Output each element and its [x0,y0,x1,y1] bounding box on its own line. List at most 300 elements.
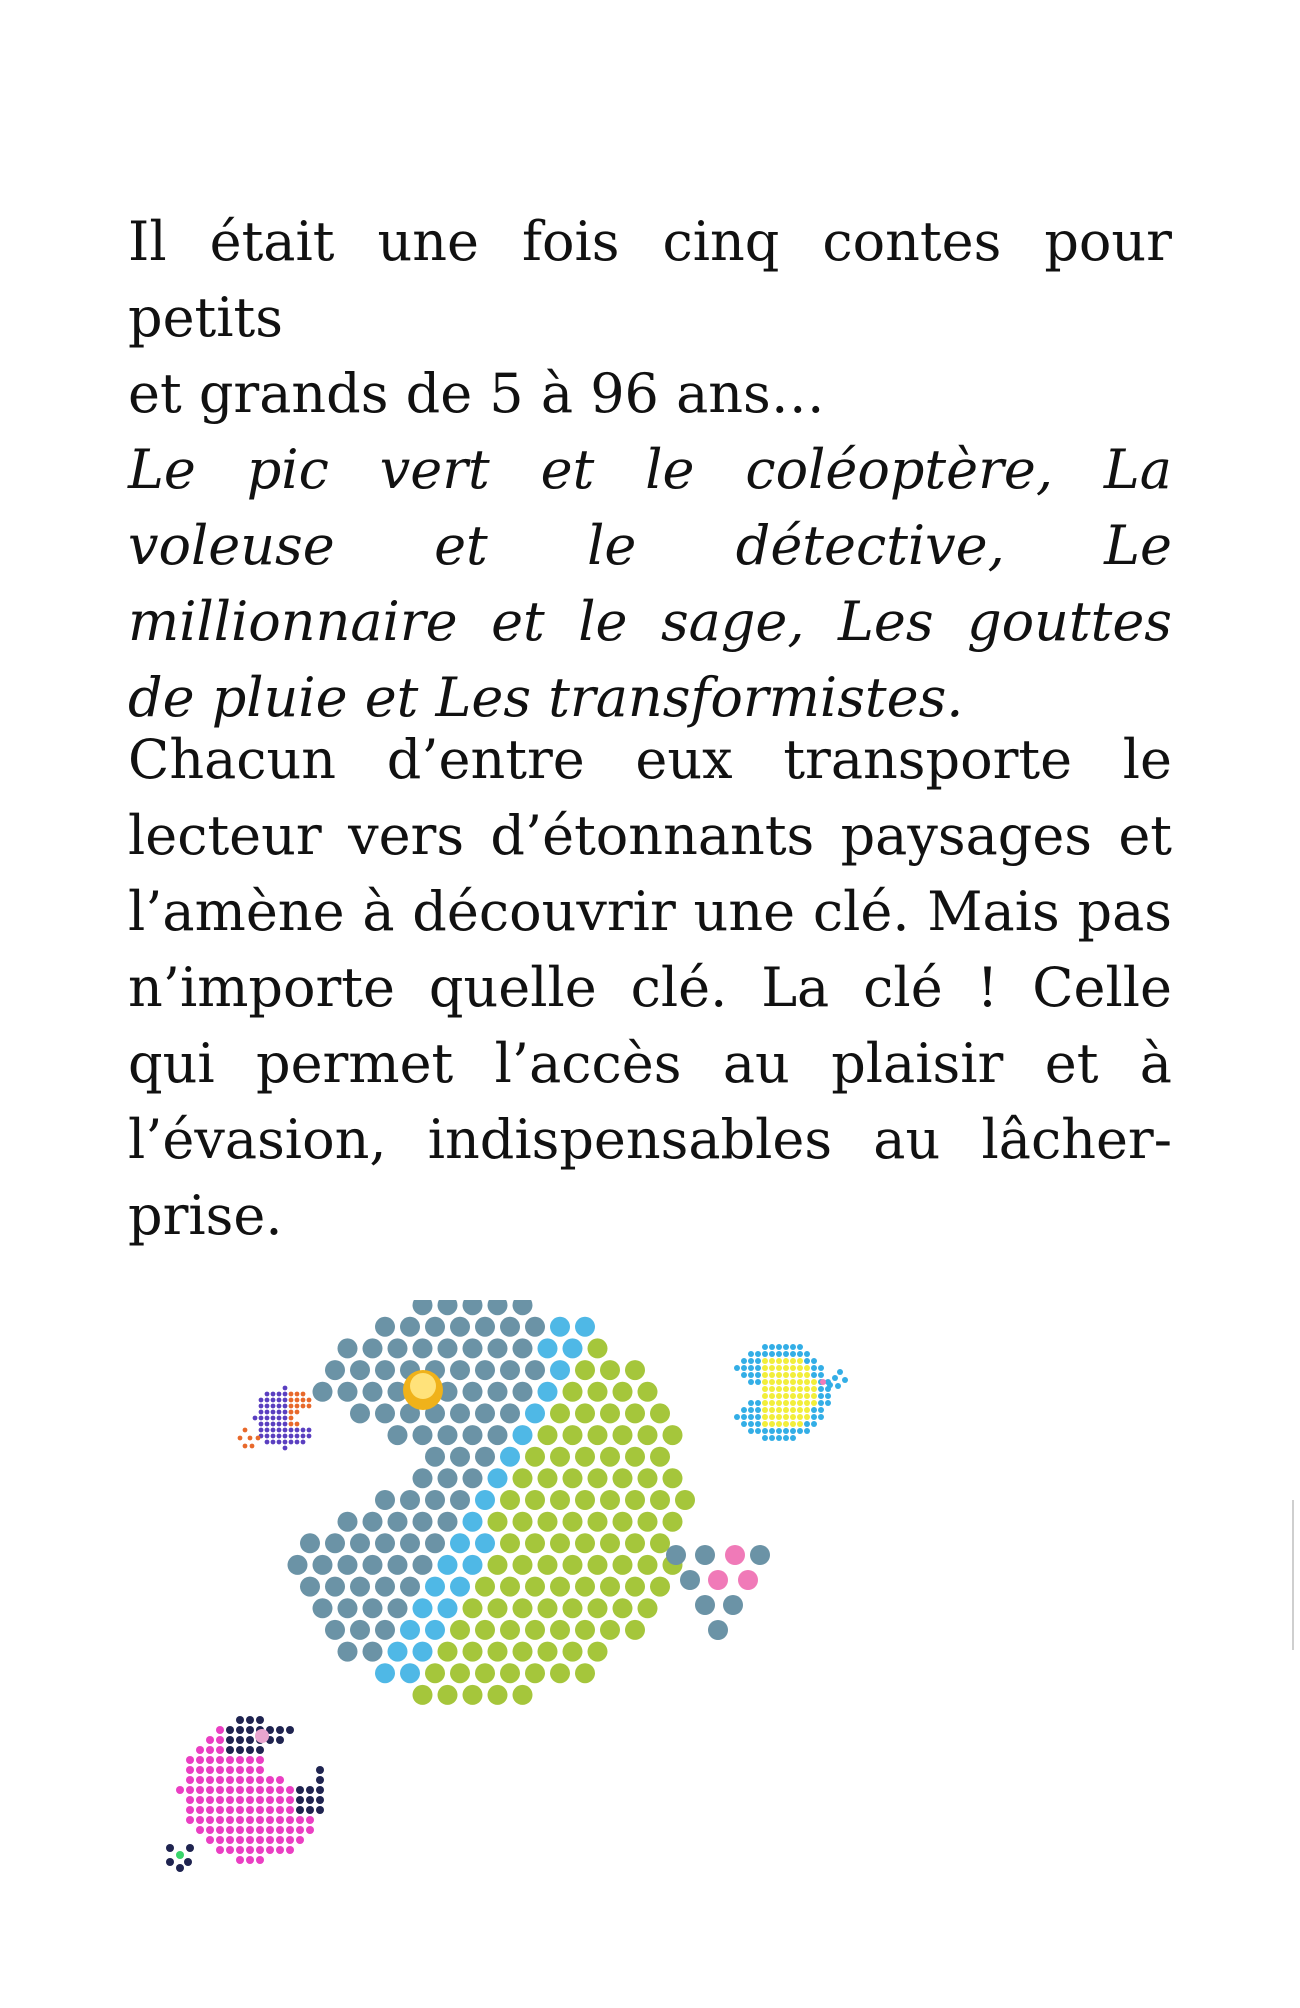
big-fish-dot [588,1598,608,1618]
yellow-fish-dot [797,1386,803,1392]
big-fish-dot [513,1468,533,1488]
big-fish-dot [463,1598,483,1618]
yellow-fish-dot [790,1365,796,1371]
big-fish-eye-highlight [410,1373,436,1399]
purple-fish-dot [259,1398,264,1403]
pink-fish-dot [226,1806,234,1814]
big-fish-dot [475,1490,495,1510]
purple-fish-dot [259,1428,264,1433]
yellow-fish-dot [818,1407,824,1413]
yellow-fish-dot [783,1421,789,1427]
yellow-fish-dot [804,1407,810,1413]
big-fish-dot [550,1490,570,1510]
big-fish-dot [538,1425,558,1445]
big-fish-dot [438,1338,458,1358]
pink-fish-dot [236,1716,244,1724]
pink-fish-dot [246,1816,254,1824]
pink-fish-dot [226,1846,234,1854]
big-fish-dot [363,1598,383,1618]
big-fish-dot [400,1317,420,1337]
big-fish-dot [663,1425,683,1445]
pink-fish-dot [316,1776,324,1784]
big-fish-dot [600,1577,620,1597]
purple-fish-dot [265,1410,270,1415]
pink-fish-dot [306,1816,314,1824]
yellow-fish-dot [769,1379,775,1385]
purple-fish-tail-dot [248,1436,253,1441]
yellow-fish-dot [762,1421,768,1427]
purple-fish-dot [307,1434,312,1439]
yellow-fish-dot [748,1400,754,1406]
pink-fish-dot [236,1836,244,1844]
pink-fish-dot [286,1846,294,1854]
big-fish-dot [513,1425,533,1445]
pink-fish-dot [286,1816,294,1824]
big-fish-dot [513,1338,533,1358]
yellow-fish-dot [769,1393,775,1399]
big-fish-dot [525,1663,545,1683]
big-fish-dot [588,1425,608,1445]
pink-fish-dot [276,1806,284,1814]
pink-fish-dot [256,1856,264,1864]
yellow-fish-dot [748,1428,754,1434]
big-fish-dot [650,1533,670,1553]
big-fish-dot [450,1663,470,1683]
purple-fish-dot [289,1422,294,1427]
pink-fish-dot [256,1746,264,1754]
big-fish-dot [388,1598,408,1618]
big-fish-dot [513,1300,533,1315]
pink-fish-dot [246,1836,254,1844]
yellow-fish-dot [811,1372,817,1378]
pink-fish-dot [236,1756,244,1764]
yellow-fish-dot [769,1351,775,1357]
big-fish-dot [488,1468,508,1488]
big-fish-dot [500,1620,520,1640]
big-fish-dot [463,1300,483,1315]
big-fish-dot [400,1577,420,1597]
pink-fish-dot [236,1786,244,1794]
yellow-fish-dot [776,1372,782,1378]
pink-fish-dot [216,1846,224,1854]
yellow-fish-dot [783,1365,789,1371]
big-fish-dot [363,1642,383,1662]
pink-fish-dot [206,1746,214,1754]
yellow-fish-dot [797,1379,803,1385]
big-fish-dot [638,1382,658,1402]
yellow-fish-dot [825,1400,831,1406]
pink-fish-tail-dot [176,1864,184,1872]
pink-fish-dot [216,1796,224,1804]
big-fish-dot [488,1512,508,1532]
yellow-fish-tail-dot [837,1369,843,1375]
big-fish-dot [550,1360,570,1380]
yellow-fish-dot [790,1421,796,1427]
big-fish-dot [413,1512,433,1532]
big-fish-dot [450,1620,470,1640]
yellow-fish-dot [797,1351,803,1357]
big-fish-dot [425,1620,445,1640]
pink-fish-dot [256,1836,264,1844]
big-fish-dot [575,1317,595,1337]
pink-fish-dot [236,1846,244,1854]
yellow-fish-dot [783,1358,789,1364]
purple-fish-dot [265,1416,270,1421]
big-fish-dot [500,1360,520,1380]
big-fish-dot [438,1512,458,1532]
pink-fish-dot [236,1736,244,1744]
purple-fish-dot [283,1422,288,1427]
yellow-fish-dot [748,1379,754,1385]
yellow-fish-dot [811,1365,817,1371]
big-fish-dot [625,1620,645,1640]
big-fish-dot [575,1490,595,1510]
yellow-fish-dot [818,1400,824,1406]
purple-fish-dot [271,1410,276,1415]
big-fish-dot [463,1425,483,1445]
big-fish-dot [488,1338,508,1358]
pink-fish-dot [196,1746,204,1754]
big-fish-dot [625,1447,645,1467]
yellow-fish-dot [734,1414,740,1420]
yellow-fish-dot [790,1351,796,1357]
big-fish-tail-dot [708,1620,728,1640]
pink-fish-dot [276,1796,284,1804]
purple-fish-dot [277,1398,282,1403]
yellow-fish-dot [769,1428,775,1434]
yellow-fish-dot [769,1386,775,1392]
big-fish-dot [575,1447,595,1467]
yellow-fish-dot [776,1358,782,1364]
big-fish-dot [375,1403,395,1423]
pink-fish-dot [246,1736,254,1744]
pink-fish-dot [276,1826,284,1834]
yellow-fish-dot [797,1421,803,1427]
big-fish-tail-dot [708,1570,728,1590]
purple-fish-dot [271,1404,276,1409]
yellow-fish-dot [769,1407,775,1413]
yellow-fish-dot [783,1435,789,1441]
big-fish-dot [463,1512,483,1532]
big-fish-tail-dot [680,1570,700,1590]
pink-fish-dot [186,1776,194,1784]
big-fish-dot [450,1577,470,1597]
pink-fish-dot [256,1786,264,1794]
big-fish-dot [450,1317,470,1337]
yellow-fish-dot [762,1386,768,1392]
big-fish-dot [513,1598,533,1618]
yellow-fish-dot [783,1386,789,1392]
pink-fish-dot [286,1786,294,1794]
pink-fish-dot [196,1806,204,1814]
pink-fish-dot [206,1816,214,1824]
pink-fish-dot [296,1826,304,1834]
big-fish-dot [575,1577,595,1597]
purple-fish-dot [283,1386,288,1391]
intro-line-2: et grands de 5 à 96 ans… [128,362,825,425]
purple-fish-dot [277,1416,282,1421]
pink-fish-dot [246,1846,254,1854]
yellow-fish-dot [776,1386,782,1392]
pink-fish-dot [216,1826,224,1834]
big-fish-dot [538,1642,558,1662]
big-fish-dot [363,1512,383,1532]
yellow-fish-dot [769,1372,775,1378]
yellow-fish-dot [762,1344,768,1350]
big-fish-dot [588,1512,608,1532]
purple-fish-dot [271,1440,276,1445]
big-fish-dot [663,1512,683,1532]
pink-fish-dot [256,1796,264,1804]
big-fish-dot [338,1512,358,1532]
purple-fish-dot [277,1422,282,1427]
yellow-fish-dot [741,1407,747,1413]
pink-fish-dot [216,1836,224,1844]
pink-fish-dot [226,1726,234,1734]
fish-group [166,1300,848,1872]
purple-fish-dot [283,1410,288,1415]
big-fish-tail-dot [738,1570,758,1590]
big-fish-dot [525,1577,545,1597]
big-fish-dot [588,1555,608,1575]
pink-fish-dot [206,1836,214,1844]
big-fish-dot [375,1317,395,1337]
yellow-fish-dot [811,1414,817,1420]
big-fish-dot [438,1555,458,1575]
big-fish-dot [450,1360,470,1380]
big-fish-dot [550,1533,570,1553]
big-fish-dot [650,1447,670,1467]
big-fish-dot [638,1468,658,1488]
pink-fish-dot [276,1846,284,1854]
pink-fish-dot [196,1786,204,1794]
fish-illustration [0,1300,1300,2008]
pink-fish-dot [226,1776,234,1784]
yellow-fish-dot [741,1421,747,1427]
pink-fish-tail-dot [176,1851,184,1859]
purple-fish-dot [271,1434,276,1439]
yellow-fish-dot [741,1365,747,1371]
pink-fish-dot [296,1786,304,1794]
big-fish-dot [525,1533,545,1553]
pink-fish-dot [306,1806,314,1814]
yellow-fish-dot [783,1372,789,1378]
big-fish-dot [475,1447,495,1467]
pink-fish-dot [246,1796,254,1804]
big-fish-dot [613,1468,633,1488]
big-fish-dot [563,1338,583,1358]
yellow-fish-dot [804,1379,810,1385]
big-fish-dot [400,1490,420,1510]
yellow-fish-dot [825,1393,831,1399]
pink-fish-tail-dot [166,1844,174,1852]
pink-fish-dot [256,1806,264,1814]
purple-fish-dot [301,1398,306,1403]
yellow-fish-dot [755,1358,761,1364]
yellow-fish-dot [804,1351,810,1357]
big-fish-dot [600,1533,620,1553]
big-fish-dot [538,1598,558,1618]
big-fish-dot [388,1425,408,1445]
yellow-fish-dot [769,1421,775,1427]
big-fish-dot [388,1555,408,1575]
pink-fish-dot [266,1846,274,1854]
yellow-fish-dot [818,1372,824,1378]
pink-fish-dot [256,1846,264,1854]
yellow-fish-dot [748,1372,754,1378]
big-fish-dot [413,1685,433,1705]
yellow-fish-dot [811,1407,817,1413]
purple-fish-dot [289,1440,294,1445]
pink-fish-dot [236,1856,244,1864]
purple-fish-dot [289,1392,294,1397]
big-fish-dot [563,1425,583,1445]
yellow-fish-dot [797,1393,803,1399]
big-fish-dot [413,1338,433,1358]
yellow-fish-dot [748,1358,754,1364]
big-fish-dot [638,1512,658,1532]
big-fish-dot [600,1447,620,1467]
yellow-fish-dot [804,1421,810,1427]
yellow-fish-dot [755,1379,761,1385]
purple-fish-dot [295,1392,300,1397]
big-fish-tail-dot [750,1545,770,1565]
pink-fish-dot [276,1836,284,1844]
pink-fish-dot [236,1726,244,1734]
big-fish-dot [525,1447,545,1467]
yellow-fish-dot [755,1400,761,1406]
pink-fish-dot [186,1806,194,1814]
purple-fish-dot [283,1440,288,1445]
big-fish-dot [613,1425,633,1445]
pink-fish-dot [196,1816,204,1824]
yellow-fish-dot [804,1428,810,1434]
big-fish-dot [500,1577,520,1597]
big-fish-dot [488,1685,508,1705]
big-fish-dot [450,1490,470,1510]
yellow-fish-dot [790,1379,796,1385]
purple-fish-dot [307,1398,312,1403]
big-fish-dot [350,1403,370,1423]
pink-fish-dot [256,1826,264,1834]
purple-fish-dot [265,1392,270,1397]
pink-fish-dot [246,1746,254,1754]
pink-fish-dot [196,1776,204,1784]
big-fish-dot [475,1620,495,1640]
big-fish-dot [413,1642,433,1662]
big-fish-tail-dot [725,1545,745,1565]
yellow-fish-dot [776,1421,782,1427]
big-fish-dot [363,1555,383,1575]
purple-fish-dot [283,1434,288,1439]
pink-fish-dot [246,1756,254,1764]
yellow-fish-dot [804,1414,810,1420]
big-fish-dot [438,1425,458,1445]
pink-fish-dot [256,1766,264,1774]
pink-fish-dot [266,1826,274,1834]
pink-fish-dot [306,1826,314,1834]
big-fish-dot [338,1382,358,1402]
pink-fish-eye [255,1729,269,1743]
big-fish-dot [375,1577,395,1597]
pink-fish-dot [216,1806,224,1814]
yellow-fish-dot [762,1414,768,1420]
big-fish-dot [600,1620,620,1640]
big-fish-dot [575,1663,595,1683]
pink-fish-dot [306,1786,314,1794]
big-fish-dot [288,1555,308,1575]
big-fish-dot [450,1533,470,1553]
pink-fish-dot [206,1756,214,1764]
purple-fish-dot [271,1428,276,1433]
purple-fish-dot [277,1392,282,1397]
big-fish-dot [350,1360,370,1380]
big-fish-dot [438,1300,458,1315]
big-fish-dot [475,1577,495,1597]
yellow-fish-dot [783,1379,789,1385]
purple-fish-tail-dot [243,1428,248,1433]
pink-fish-dot [216,1736,224,1744]
pink-fish-dot [216,1766,224,1774]
purple-fish-dot [301,1440,306,1445]
yellow-fish-dot [776,1407,782,1413]
yellow-fish-dot [769,1358,775,1364]
pink-fish-dot [296,1836,304,1844]
big-fish-dot [413,1300,433,1315]
pink-fish-dot [246,1856,254,1864]
big-fish-dot [550,1447,570,1467]
pink-fish-dot [186,1796,194,1804]
big-fish-dot [500,1403,520,1423]
yellow-fish-dot [790,1435,796,1441]
big-fish-dot [463,1642,483,1662]
pink-fish-dot [196,1756,204,1764]
pink-fish-dot [226,1756,234,1764]
big-fish-dot [388,1642,408,1662]
big-fish-dot [375,1620,395,1640]
big-fish-dot [538,1468,558,1488]
purple-fish-dot [271,1398,276,1403]
yellow-fish-dot [776,1414,782,1420]
purple-fish-dot [301,1404,306,1409]
big-fish-dot [488,1382,508,1402]
purple-fish-dot [295,1398,300,1403]
yellow-fish-dot [797,1400,803,1406]
pink-fish-dot [266,1806,274,1814]
big-fish-dot [613,1555,633,1575]
big-fish-dot [625,1403,645,1423]
big-fish-dot [388,1338,408,1358]
yellow-fish-dot [769,1435,775,1441]
yellow-fish-dot [790,1414,796,1420]
pink-fish-dot [236,1746,244,1754]
big-fish-dot [638,1555,658,1575]
pink-fish-dot [226,1826,234,1834]
purple-fish-dot [283,1392,288,1397]
big-fish-dot [438,1642,458,1662]
yellow-fish-dot [811,1400,817,1406]
big-fish-dot [625,1577,645,1597]
big-fish-dot [338,1555,358,1575]
big-fish-dot [650,1490,670,1510]
big-fish-dot [363,1382,383,1402]
purple-fish-dot [295,1422,300,1427]
pink-fish-dot [256,1776,264,1784]
big-fish-dot [413,1555,433,1575]
big-fish-dot [475,1533,495,1553]
purple-fish-tail-dot [243,1444,248,1449]
yellow-fish-dot [790,1407,796,1413]
